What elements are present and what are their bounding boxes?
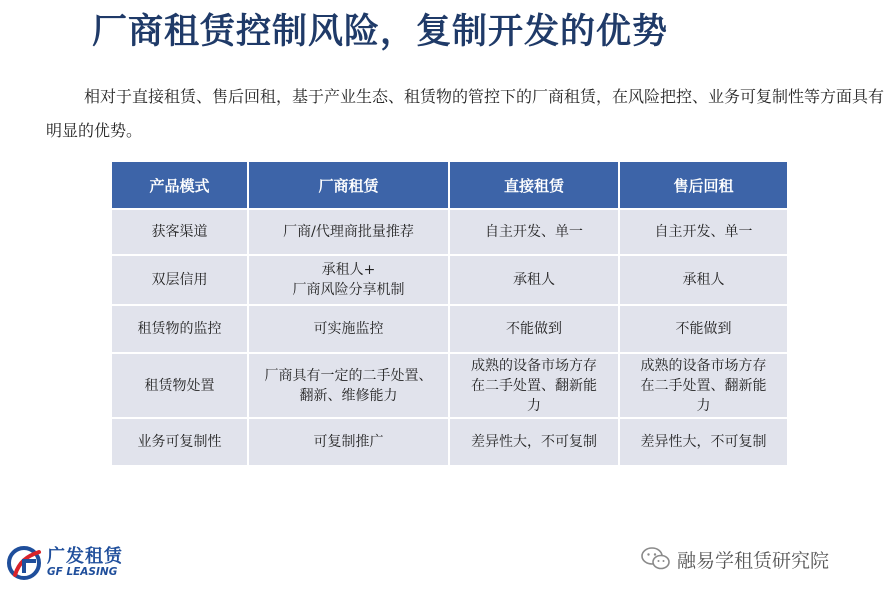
table-row xyxy=(111,418,788,466)
table-cell: 可复制推广 xyxy=(248,418,449,466)
table-cell: 成熟的设备市场方存 在二手处置、翻新能 力 xyxy=(619,353,788,418)
table-cell: 可实施监控 xyxy=(248,305,449,353)
logo-chinese-name: 广发租赁 xyxy=(47,546,123,567)
gf-leasing-logo xyxy=(5,540,145,584)
logo-english-name: GF LEASING xyxy=(47,566,118,578)
row-label: 租赁物处置 xyxy=(111,353,248,418)
table-row xyxy=(111,209,788,255)
table-cell: 厂商具有一定的二手处置、 翻新、维修能力 xyxy=(248,353,449,418)
slide-title: 厂商租赁控制风险，复制开发的优势 xyxy=(92,12,669,52)
table-header-row xyxy=(111,161,788,209)
header-product-mode: 产品模式 xyxy=(111,161,248,209)
table-cell: 不能做到 xyxy=(449,305,619,353)
comparison-table xyxy=(110,160,789,467)
table-row xyxy=(111,353,788,418)
table-row xyxy=(111,255,788,305)
table-cell: 承租人+ 厂商风险分享机制 xyxy=(248,255,449,305)
table-cell: 成熟的设备市场方存 在二手处置、翻新能 力 xyxy=(449,353,619,418)
watermark-text: 融易学租赁研究院 xyxy=(677,549,830,572)
table-cell: 厂商/代理商批量推荐 xyxy=(248,209,449,255)
intro-paragraph: 相对于直接租赁、售后回租，基于产业生态、租赁物的管控下的厂商租赁，在风险把控、业务可复制性等方面具有明显的优势。 xyxy=(46,87,885,140)
gf-leasing-logo-icon xyxy=(5,544,43,582)
header-direct-leasing: 直接租赁 xyxy=(449,161,619,209)
row-label: 获客渠道 xyxy=(111,209,248,255)
table-cell: 差异性大，不可复制 xyxy=(619,418,788,466)
row-label: 业务可复制性 xyxy=(111,418,248,466)
row-label: 租赁物的监控 xyxy=(111,305,248,353)
table-cell: 不能做到 xyxy=(619,305,788,353)
header-vendor-leasing: 厂商租赁 xyxy=(248,161,449,209)
row-label: 双层信用 xyxy=(111,255,248,305)
table-cell: 差异性大，不可复制 xyxy=(449,418,619,466)
watermark xyxy=(641,545,829,573)
table-cell: 承租人 xyxy=(449,255,619,305)
table-cell: 承租人 xyxy=(619,255,788,305)
wechat-icon xyxy=(641,546,671,572)
header-sale-leaseback: 售后回租 xyxy=(619,161,788,209)
table-row xyxy=(111,305,788,353)
table-cell: 自主开发、单一 xyxy=(619,209,788,255)
table-cell: 自主开发、单一 xyxy=(449,209,619,255)
